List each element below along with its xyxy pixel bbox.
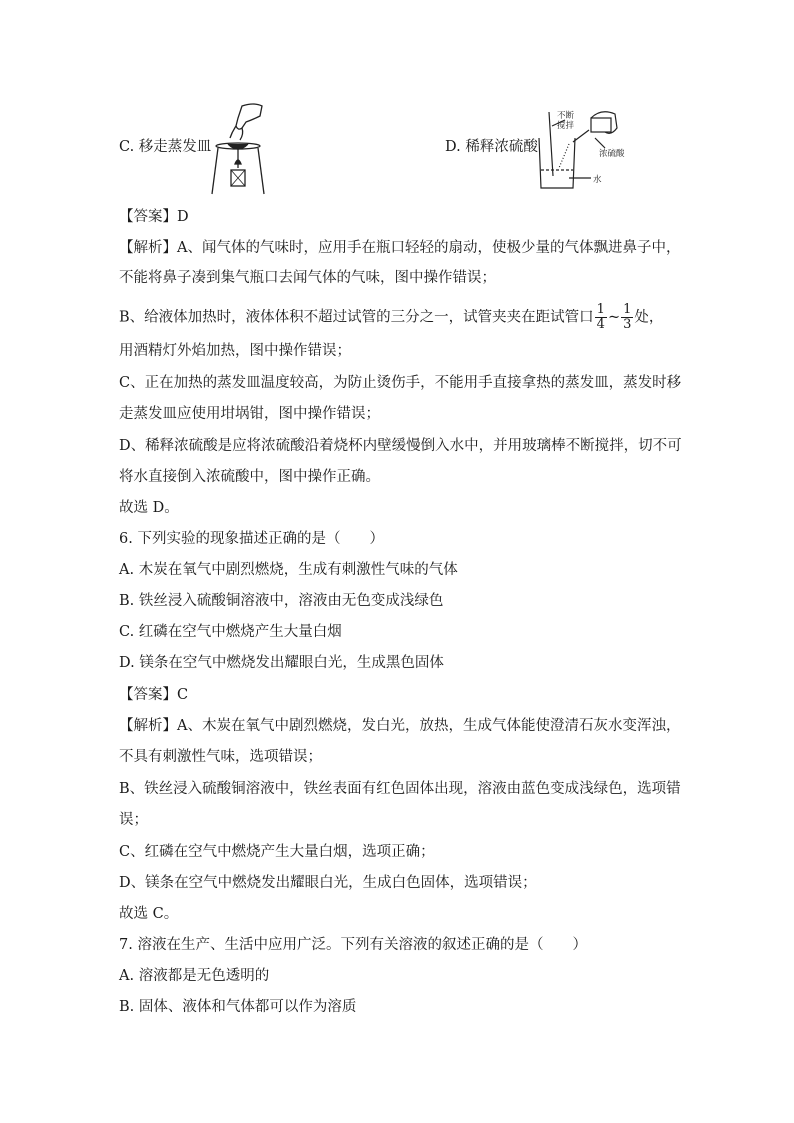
q5-analysis-line: 不能将鼻子凑到集气瓶口去闻气体的气味，图中操作错误；	[119, 270, 496, 286]
fraction-third: $\frac{1}{3}$	[623, 302, 632, 332]
q7-option-b: B. 固体、液体和气体都可以作为溶质	[119, 999, 357, 1015]
q5-b-pre: B、给液体加热时，液体体积不超过试管的三分之一，试管夹夹在距试管口	[119, 309, 594, 326]
q7-stem: 7. 溶液在生产、生活中应用广泛。下列有关溶液的叙述正确的是（ ）	[119, 937, 587, 953]
dilute-acid-figure	[535, 108, 635, 196]
tilde: ~	[607, 309, 621, 326]
q6-analysis-line: B、铁丝浸入硫酸铜溶液中，铁丝表面有红色固体出现，溶液由蓝色变成浅绿色，选项错	[119, 781, 681, 797]
q6-analysis-line: D、镁条在空气中燃烧发出耀眼白光，生成白色固体，选项错误；	[119, 875, 537, 891]
hand-icon	[236, 104, 262, 129]
q6-option-a: A. 木炭在氧气中剧烈燃烧，生成有刺激性气味的气体	[119, 562, 458, 578]
q5-b-post: 处，	[634, 309, 664, 326]
stir-label-2: 搅拌	[557, 121, 575, 131]
q5-analysis-line: 将水直接倒入浓硫酸中，图中操作正确。	[119, 469, 380, 485]
q6-answer: 【答案】C	[119, 687, 189, 703]
q5-answer: 【答案】D	[119, 209, 189, 225]
q5-analysis-line: D、稀释浓硫酸是应将浓硫酸沿着烧杯内壁缓慢倒入水中，并用玻璃棒不断搅拌，切不可	[119, 438, 682, 454]
q7-option-a: A. 溶液都是无色透明的	[119, 968, 270, 984]
q5-analysis-line: 走蒸发皿应使用坩埚钳，图中操作错误；	[119, 406, 380, 422]
q5-analysis-line: 【解析】A、闻气体的气味时，应用手在瓶口轻轻的扇动，使极少量的气体飘进鼻子中，	[119, 240, 681, 256]
q6-analysis-line: 不具有刺激性气味，选项错误；	[119, 749, 322, 765]
acid-label: 浓硫酸	[599, 149, 625, 159]
stir-label-1: 不断	[557, 111, 575, 121]
evaporating-dish-figure	[202, 98, 272, 198]
q6-analysis-line: 【解析】A、木炭在氧气中剧烈燃烧，发白光，放热，生成气体能使澄清石灰水变浑浊，	[119, 718, 681, 734]
q6-option-b: B. 铁丝浸入硫酸铜溶液中，溶液由无色变成浅绿色	[119, 593, 444, 609]
q6-analysis-line: C、红磷在空气中燃烧产生大量白烟，选项正确；	[119, 844, 435, 860]
q6-stem: 6. 下列实验的现象描述正确的是（ ）	[119, 531, 384, 547]
q6-option-d: D. 镁条在空气中燃烧发出耀眼白光，生成黑色固体	[119, 655, 444, 671]
option-c-label: C. 移走蒸发皿	[119, 139, 212, 155]
q6-conclusion: 故选 C。	[119, 906, 179, 922]
water-label: 水	[593, 175, 602, 185]
q6-analysis-line: 误；	[119, 812, 148, 828]
fraction-quarter: $\frac{1}{4}$	[596, 302, 605, 332]
q5-conclusion: 故选 D。	[119, 500, 179, 516]
option-d-label: D. 稀释浓硫酸	[445, 139, 538, 155]
q5-analysis-line: C、正在加热的蒸发皿温度较高，为防止烫伤手，不能用手直接拿热的蒸发皿，蒸发时移	[119, 375, 682, 391]
q5-analysis-line-fraction	[119, 303, 663, 332]
q6-option-c: C. 红磷在空气中燃烧产生大量白烟	[119, 624, 342, 640]
q5-analysis-line: 用酒精灯外焰加热，图中操作错误；	[119, 343, 351, 359]
